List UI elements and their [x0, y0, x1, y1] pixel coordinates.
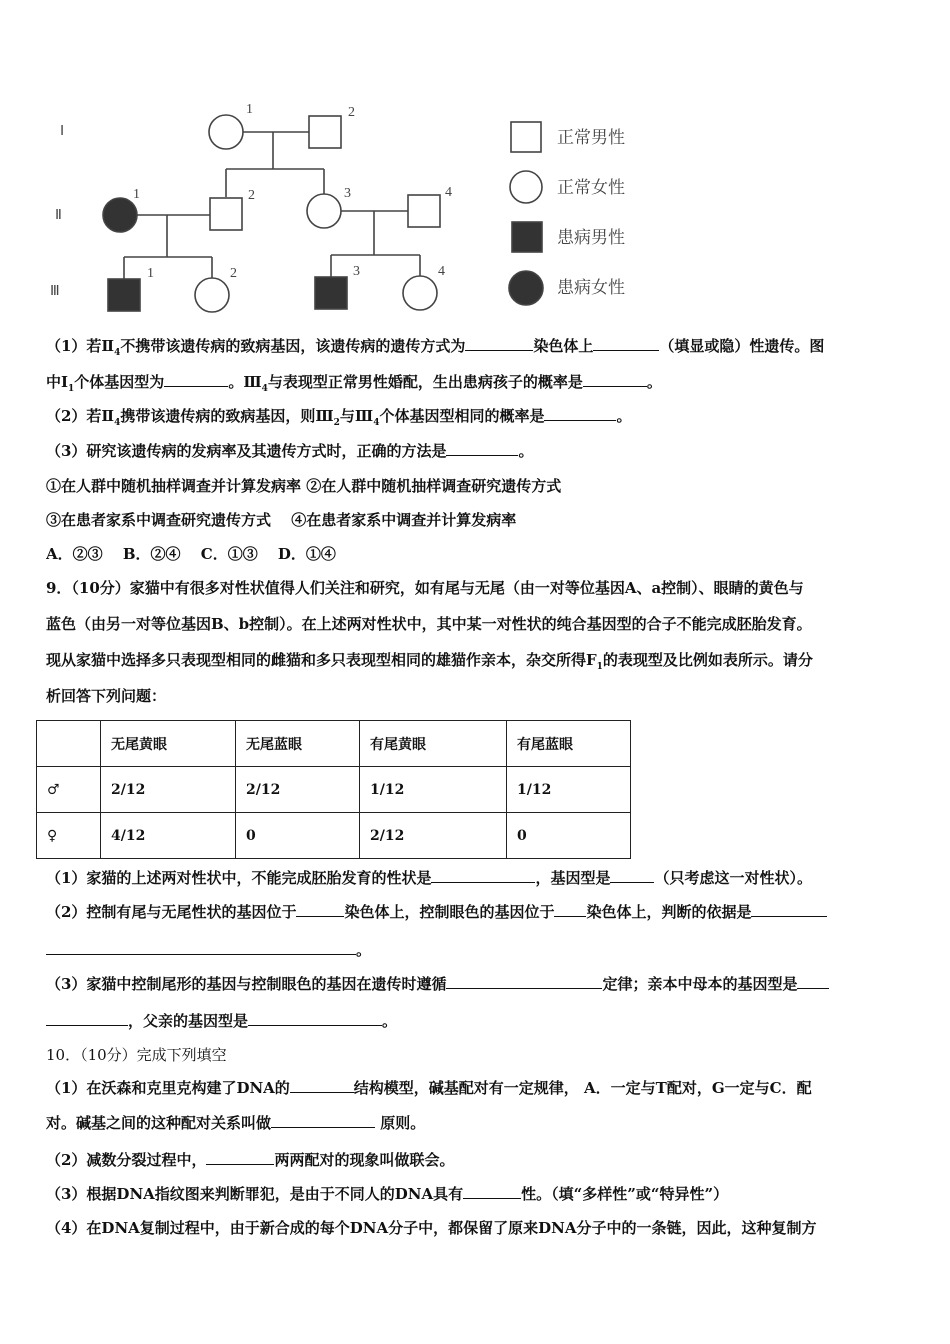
legend-normal-female-icon [510, 171, 542, 203]
num-II2: 2 [248, 188, 255, 203]
pedigree-II1-affected-female [103, 198, 137, 232]
answer-blank[interactable] [593, 336, 659, 351]
answer-blank[interactable] [544, 406, 616, 421]
answer-blank[interactable] [164, 372, 228, 387]
q9-sub1: （1）家猫的上述两对性状中，不能完成胚胎发育的性状是 ，基因型是 （只考虑这一对性状）。 [46, 869, 812, 887]
q9-sub2-line1: （2）控制有尾与无尾性状的基因位于 染色体上，控制眼色的基因位于 染色体上，判断的依据是 [46, 902, 906, 922]
num-II1: 1 [133, 187, 140, 202]
num-III3: 3 [353, 264, 360, 279]
q8-part1-line1: （1）若$Ⅱ_4$不携带该遗传病的致病基因，该遗传病的遗传方式为 染色体上 （填显或隐）性遗传。图 [46, 337, 825, 358]
legend-affected-male: 患病男性 [557, 228, 625, 248]
table-header-row [37, 721, 631, 767]
answer-blank[interactable] [465, 336, 533, 351]
q8-part1-line2: 中$Ⅰ_1$个体基因型为 。$Ⅲ_4$与表现型正常男性婚配，生出患病孩子的概率是 。 [46, 373, 662, 394]
table-row [37, 813, 631, 859]
q8-part3: （3）研究该遗传病的发病率及其遗传方式时，正确的方法是 。 [46, 442, 534, 460]
table-header: 有尾蓝眼 [507, 721, 631, 767]
num-III2: 2 [230, 266, 237, 281]
legend-affected-female-icon [509, 271, 543, 305]
legend-affected-female: 患病女性 [557, 278, 625, 298]
q10-sub4: （4）在DNA复制过程中，由于新合成的每个DNA分子中，都保留了原来DNA分子中的一条链，因此，这种复制方 [46, 1219, 817, 1237]
pedigree-III3-affected-male [315, 277, 347, 309]
pedigree-III1-affected-male [108, 279, 140, 311]
num-II4: 4 [445, 185, 452, 200]
answer-blank[interactable] [446, 441, 518, 456]
q9-sub3-line1: （3）家猫中控制尾形的基因与控制眼色的基因在遗传时遵循 定律；亲本中母本的基因型是 [46, 974, 906, 994]
answer-blank[interactable] [583, 372, 647, 387]
num-II3: 3 [344, 186, 351, 201]
table-row [37, 767, 631, 813]
answer-blank[interactable] [610, 868, 654, 883]
table-cell: 2/12 [360, 813, 507, 859]
table-header: 有尾黄眼 [360, 721, 507, 767]
generation-label-III: Ⅲ [50, 284, 60, 299]
legend-normal-male: 正常男性 [557, 128, 625, 148]
q9-sub3-line2: ，父亲的基因型是 。 [46, 1011, 906, 1031]
q8-choices: A．②③ B．②④ C．①③ D．①④ [46, 545, 336, 563]
phenotype-table [36, 720, 631, 859]
generation-label-I: Ⅰ [60, 124, 65, 139]
pedigree-I1-normal-female [209, 115, 243, 149]
num-III1: 1 [147, 266, 154, 281]
row-label-male: ♂ [37, 767, 101, 813]
answer-blank[interactable] [296, 902, 344, 917]
pedigree-II4-normal-male [408, 195, 440, 227]
num-I1: 1 [246, 102, 253, 117]
table-cell: 1/12 [360, 767, 507, 813]
answer-blank[interactable] [446, 974, 602, 989]
q10-sub1-line2: 对。碱基之间的这种配对关系叫做 原则。 [46, 1114, 426, 1132]
table-cell [37, 721, 101, 767]
legend-normal-male-icon [511, 122, 541, 152]
answer-blank[interactable] [248, 1011, 382, 1026]
answer-blank[interactable] [797, 974, 829, 989]
pedigree-I2-normal-male [309, 116, 341, 148]
q9-sub2-line2: 。 [46, 940, 906, 960]
pedigree-II2-normal-male [210, 198, 242, 230]
answer-blank[interactable] [271, 1113, 375, 1128]
pedigree-III4-normal-female [403, 276, 437, 310]
table-cell: 0 [507, 813, 631, 859]
table-cell: 2/12 [236, 767, 360, 813]
table-cell: 2/12 [101, 767, 236, 813]
row-label-female: ♀ [37, 813, 101, 859]
answer-blank[interactable] [431, 868, 535, 883]
q9-line2: 蓝色（由另一对等位基因B、b控制）。在上述两对性状中，其中某一对性状的纯合基因型的合子不能完成胚胎发育。 [46, 615, 812, 633]
answer-blank[interactable] [46, 940, 356, 955]
q9-line3: 现从家猫中选择多只表现型相同的雌猫和多只表现型相同的雄猫作亲本，杂交所得$F_1$的表现型及比例如表所示。请分 [46, 651, 813, 672]
q10-title: 10．（10分）完成下列填空 [46, 1046, 227, 1064]
q9-line4: 析回答下列问题： [46, 687, 167, 705]
answer-blank[interactable] [554, 902, 586, 917]
pedigree-II3-normal-female [307, 194, 341, 228]
q10-sub1-line1: （1）在沃森和克里克构建了DNA的 结构模型，碱基配对有一定规律， A．一定与T配对，G一定与C．配 [46, 1079, 812, 1097]
table-cell: 1/12 [507, 767, 631, 813]
q10-sub3: （3）根据DNA指纹图来判断罪犯，是由于不同人的DNA具有 性。（填“多样性”或“特异性”） [46, 1185, 729, 1203]
answer-blank[interactable] [751, 902, 827, 917]
legend-normal-female: 正常女性 [557, 178, 625, 198]
answer-blank[interactable] [206, 1150, 274, 1165]
table-header: 无尾黄眼 [101, 721, 236, 767]
answer-blank[interactable] [46, 1011, 128, 1026]
legend-affected-male-icon [512, 222, 542, 252]
q8-options-line1: ①在人群中随机抽样调查并计算发病率 ②在人群中随机抽样调查研究遗传方式 [46, 477, 562, 495]
q8-options-line2: ③在患者家系中调查研究遗传方式 ④在患者家系中调查并计算发病率 [46, 511, 517, 529]
generation-label-II: Ⅱ [55, 208, 62, 223]
pedigree-III2-normal-female [195, 278, 229, 312]
q8-part2: （2）若$Ⅱ_4$携带该遗传病的致病基因，则$Ⅲ_2$与$Ⅲ_4$个体基因型相同的概率是 。 [46, 407, 632, 428]
q10-sub2: （2）减数分裂过程中， 两两配对的现象叫做联会。 [46, 1151, 455, 1169]
table-cell: 4/12 [101, 813, 236, 859]
answer-blank[interactable] [463, 1184, 521, 1199]
num-I2: 2 [348, 105, 355, 120]
q9-line1: 9．（10分）家猫中有很多对性状值得人们关注和研究，如有尾与无尾（由一对等位基因A、a控制）、眼睛的黄色与 [46, 579, 804, 597]
pedigree-chart [40, 95, 660, 320]
num-III4: 4 [438, 264, 445, 279]
table-header: 无尾蓝眼 [236, 721, 360, 767]
answer-blank[interactable] [290, 1078, 354, 1093]
table-cell: 0 [236, 813, 360, 859]
